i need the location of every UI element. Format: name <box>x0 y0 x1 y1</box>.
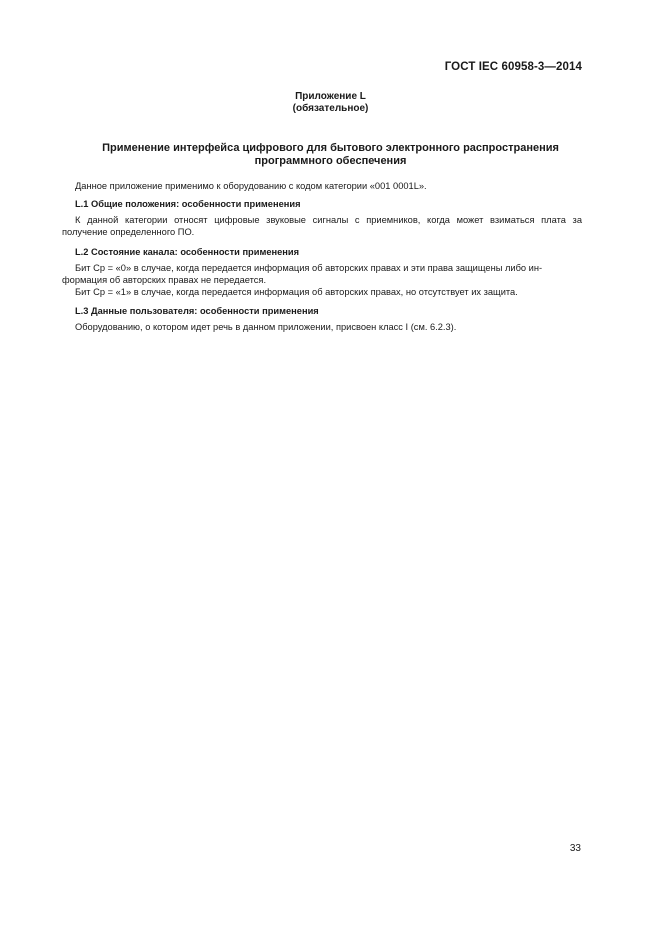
section-l2-para1 <box>75 262 582 274</box>
section-l1-para-line1: К данной категории относят цифровые звуковые сигналы с приемников, когда может взиматься плата за <box>75 215 582 225</box>
annex-title-line2: программного обеспечения <box>254 155 407 167</box>
section-l1-para-line2: получение определенного ПО. <box>62 227 195 237</box>
standard-code: ГОСТ IEC 60958-3—2014 <box>444 61 582 73</box>
section-l1 <box>75 198 582 210</box>
section-l2-heading: L.2 Состояние канала: особенности применения <box>75 247 300 257</box>
annex-label-block <box>0 91 661 115</box>
intro-text: Данное приложение применимо к оборудованию с кодом категории «001 0001L». <box>75 181 427 191</box>
section-l2-para1-line1: Бит Cp = «0» в случае, когда передается информация об авторских правах и эти права защищены либо ин- <box>75 263 543 273</box>
intro-paragraph <box>75 180 582 192</box>
annex-label: Приложение L <box>295 91 366 102</box>
section-l3-para1 <box>75 321 582 333</box>
section-l2 <box>75 246 582 258</box>
section-l2-para2-text: Бит Cp = «1» в случае, когда передается информация об авторских правах, но отсутствует их защита. <box>75 287 518 297</box>
section-l3-heading: L.3 Данные пользователя: особенности применения <box>75 306 319 316</box>
page-number: 33 <box>569 843 581 854</box>
section-l2-para1-line2: формация об авторских правах не передается. <box>62 275 267 285</box>
section-l3 <box>75 305 582 317</box>
annex-title-line1: Применение интерфейса цифрового для бытового электронного распространения <box>102 142 559 154</box>
annex-title <box>60 142 601 168</box>
annex-status: (обязательное) <box>292 103 369 114</box>
section-l3-para1-text: Оборудованию, о котором идет речь в данном приложении, присвоен класс I (см. 6.2.3). <box>75 322 457 332</box>
section-l1-heading: L.1 Общие положения: особенности применения <box>75 199 301 209</box>
section-l1-body <box>75 214 582 226</box>
section-l2-para2 <box>75 286 582 298</box>
